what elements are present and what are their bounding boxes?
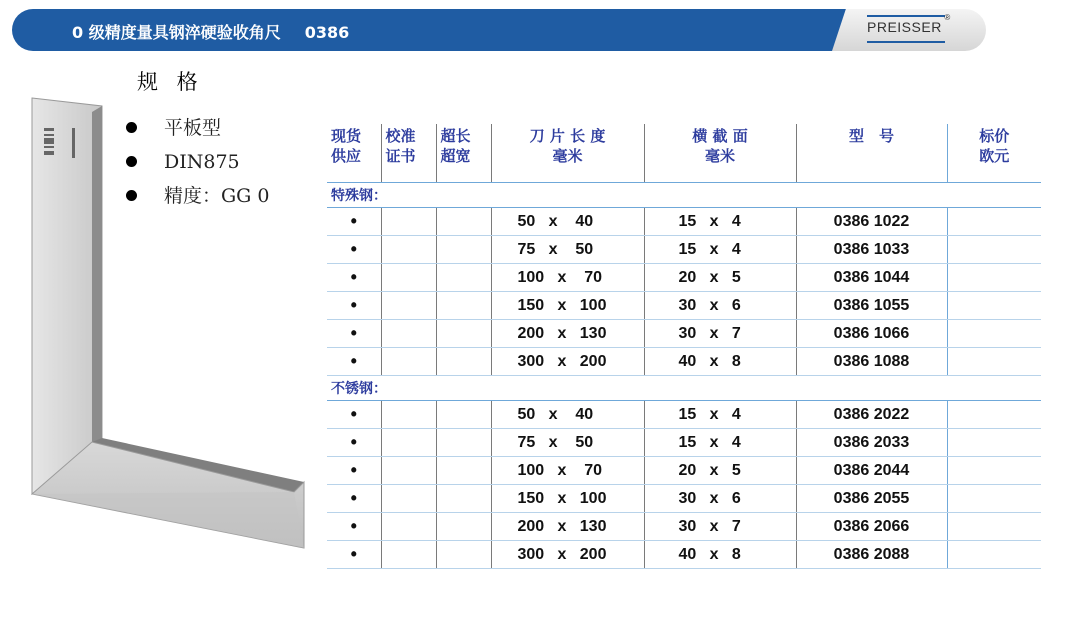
cross-section-cell: 15 x 4 xyxy=(644,236,796,264)
price-cell xyxy=(947,264,1041,292)
blade-length-cell: 100 x 70 xyxy=(491,264,644,292)
price-cell xyxy=(947,320,1041,348)
registered-mark: ® xyxy=(944,13,951,22)
model-cell: 0386 1055 xyxy=(796,292,947,320)
price-cell xyxy=(947,236,1041,264)
stock-cell: • xyxy=(327,513,381,541)
stock-cell: • xyxy=(327,401,381,429)
model-cell: 0386 1022 xyxy=(796,208,947,236)
stock-cell: • xyxy=(327,541,381,569)
table-row xyxy=(327,264,1041,292)
stock-cell: • xyxy=(327,236,381,264)
blade-length-cell: 100 x 70 xyxy=(491,457,644,485)
table-row xyxy=(327,320,1041,348)
brand-name: PREISSER xyxy=(867,19,942,35)
cross-section-cell: 30 x 6 xyxy=(644,485,796,513)
table-row xyxy=(327,457,1041,485)
calibration-cell xyxy=(381,457,436,485)
price-cell xyxy=(947,208,1041,236)
calibration-cell xyxy=(381,348,436,376)
col-calibration: 校准 证书 xyxy=(381,124,436,183)
stock-cell: • xyxy=(327,292,381,320)
cross-section-cell: 30 x 7 xyxy=(644,513,796,541)
stock-cell: • xyxy=(327,485,381,513)
blade-length-cell: 200 x 130 xyxy=(491,320,644,348)
overlong-cell xyxy=(436,513,491,541)
model-cell: 0386 2088 xyxy=(796,541,947,569)
table-row xyxy=(327,429,1041,457)
model-cell: 0386 2044 xyxy=(796,457,947,485)
spec-item: 平板型 xyxy=(126,114,269,148)
page-title xyxy=(72,20,349,43)
calibration-cell xyxy=(381,320,436,348)
calibration-cell xyxy=(381,292,436,320)
spec-item: DIN875 xyxy=(126,148,269,182)
calibration-cell xyxy=(381,264,436,292)
model-cell: 0386 2066 xyxy=(796,513,947,541)
product-table xyxy=(327,124,1041,569)
cross-section-cell: 40 x 8 xyxy=(644,348,796,376)
overlong-cell xyxy=(436,208,491,236)
stock-cell: • xyxy=(327,208,381,236)
blade-length-cell: 75 x 50 xyxy=(491,236,644,264)
calibration-cell xyxy=(381,236,436,264)
product-square-image xyxy=(28,96,308,556)
table-row xyxy=(327,513,1041,541)
calibration-cell xyxy=(381,485,436,513)
calibration-cell xyxy=(381,429,436,457)
calibration-cell xyxy=(381,513,436,541)
overlong-cell xyxy=(436,348,491,376)
stock-cell: • xyxy=(327,457,381,485)
overlong-cell xyxy=(436,485,491,513)
price-cell xyxy=(947,513,1041,541)
overlong-cell xyxy=(436,236,491,264)
cross-section-cell: 15 x 4 xyxy=(644,208,796,236)
price-cell xyxy=(947,429,1041,457)
cross-section-cell: 20 x 5 xyxy=(644,264,796,292)
logo-line-top xyxy=(867,15,945,17)
blade-length-cell: 150 x 100 xyxy=(491,485,644,513)
header-banner xyxy=(12,9,986,51)
overlong-cell xyxy=(436,457,491,485)
model-cell: 0386 1066 xyxy=(796,320,947,348)
model-cell: 0386 1044 xyxy=(796,264,947,292)
price-cell xyxy=(947,292,1041,320)
stock-cell: • xyxy=(327,348,381,376)
col-cross-section: 横 截 面 毫米 xyxy=(644,124,796,183)
cross-section-cell: 20 x 5 xyxy=(644,457,796,485)
blade-length-cell: 300 x 200 xyxy=(491,541,644,569)
col-stock: 现货 供应 xyxy=(327,124,381,183)
stock-cell: • xyxy=(327,320,381,348)
stock-cell: • xyxy=(327,264,381,292)
price-cell xyxy=(947,485,1041,513)
model-cell: 0386 2055 xyxy=(796,485,947,513)
table-row xyxy=(327,236,1041,264)
brand-logo xyxy=(867,13,951,35)
col-model: 型 号 xyxy=(796,124,947,183)
overlong-cell xyxy=(436,429,491,457)
table-row xyxy=(327,485,1041,513)
cross-section-cell: 15 x 4 xyxy=(644,429,796,457)
title-code: 0386 xyxy=(304,23,350,42)
spec-title: 规 格 xyxy=(137,70,204,94)
col-price: 标价 欧元 xyxy=(947,124,1041,183)
price-cell xyxy=(947,457,1041,485)
model-cell: 0386 2033 xyxy=(796,429,947,457)
calibration-cell xyxy=(381,401,436,429)
cross-section-cell: 30 x 6 xyxy=(644,292,796,320)
overlong-cell xyxy=(436,292,491,320)
blade-length-cell: 150 x 100 xyxy=(491,292,644,320)
cross-section-cell: 40 x 8 xyxy=(644,541,796,569)
cross-section-cell: 15 x 4 xyxy=(644,401,796,429)
table-row xyxy=(327,208,1041,236)
blade-length-cell: 50 x 40 xyxy=(491,208,644,236)
overlong-cell xyxy=(436,264,491,292)
model-cell: 0386 2022 xyxy=(796,401,947,429)
blade-length-cell: 300 x 200 xyxy=(491,348,644,376)
overlong-cell xyxy=(436,401,491,429)
overlong-cell xyxy=(436,320,491,348)
table-body xyxy=(327,183,1041,569)
model-cell: 0386 1088 xyxy=(796,348,947,376)
table-row xyxy=(327,348,1041,376)
cross-section-cell: 30 x 7 xyxy=(644,320,796,348)
blade-length-cell: 50 x 40 xyxy=(491,401,644,429)
table-row xyxy=(327,401,1041,429)
col-overlong: 超长 超宽 xyxy=(436,124,491,183)
table-row xyxy=(327,541,1041,569)
model-cell: 0386 1033 xyxy=(796,236,947,264)
calibration-cell xyxy=(381,208,436,236)
price-cell xyxy=(947,401,1041,429)
spec-item: 精度：GG 0 xyxy=(126,182,269,216)
price-cell xyxy=(947,541,1041,569)
col-blade-length: 刀 片 长 度 毫米 xyxy=(491,124,644,183)
table-row xyxy=(327,292,1041,320)
stock-cell: • xyxy=(327,429,381,457)
group-row-stainless-steel: 不锈钢： xyxy=(327,376,1041,401)
logo-line-bottom xyxy=(867,41,945,43)
calibration-cell xyxy=(381,541,436,569)
blade-length-cell: 75 x 50 xyxy=(491,429,644,457)
blade-length-cell: 200 x 130 xyxy=(491,513,644,541)
overlong-cell xyxy=(436,541,491,569)
title-text: 0 级精度量具钢淬硬验收角尺 xyxy=(72,23,281,42)
price-cell xyxy=(947,348,1041,376)
group-row-special-steel: 特殊钢： xyxy=(327,183,1041,208)
table-header xyxy=(327,124,1041,183)
